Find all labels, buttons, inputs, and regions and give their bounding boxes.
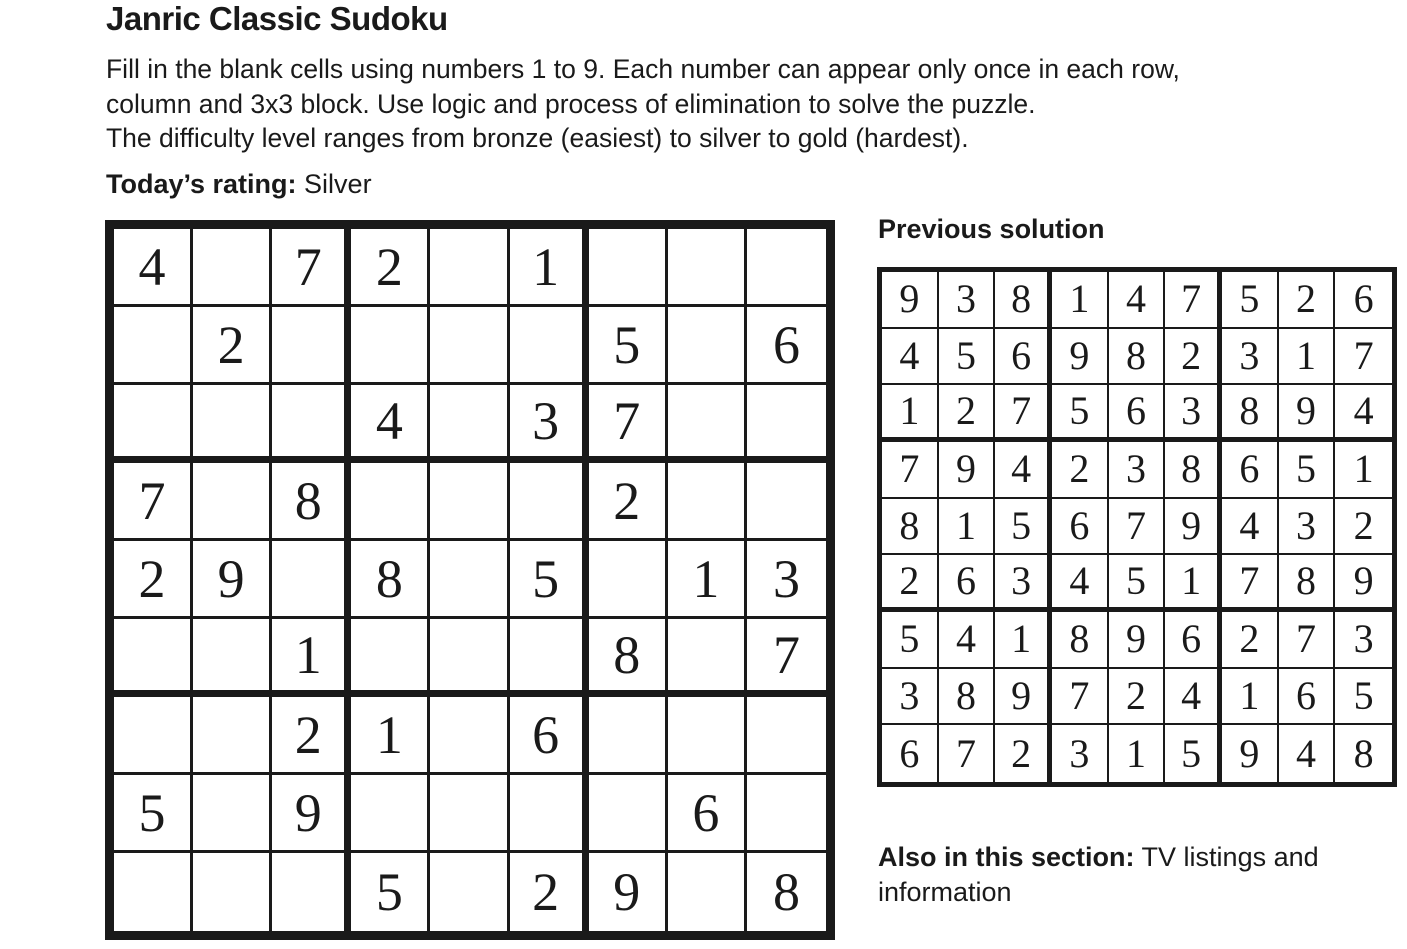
solution-cell: 9 bbox=[1335, 555, 1392, 612]
solution-cell: 2 bbox=[939, 385, 996, 442]
solution-cell: 9 bbox=[1222, 725, 1279, 782]
solution-cell: 2 bbox=[1109, 669, 1166, 726]
solution-cell: 8 bbox=[1165, 442, 1222, 499]
solution-cell: 3 bbox=[1165, 385, 1222, 442]
solution-cell: 9 bbox=[939, 442, 996, 499]
solution-cell: 7 bbox=[995, 385, 1052, 442]
sudoku-cell[interactable] bbox=[193, 463, 272, 541]
sudoku-cell[interactable]: 9 bbox=[193, 541, 272, 619]
solution-cell: 7 bbox=[1335, 329, 1392, 386]
sudoku-cell[interactable]: 2 bbox=[351, 229, 430, 307]
solution-cell: 4 bbox=[1109, 272, 1166, 329]
sudoku-cell[interactable] bbox=[430, 619, 509, 697]
sudoku-cell[interactable]: 1 bbox=[668, 541, 747, 619]
solution-cell: 7 bbox=[882, 442, 939, 499]
solution-cell: 5 bbox=[995, 499, 1052, 556]
solution-cell: 8 bbox=[1109, 329, 1166, 386]
previous-solution-grid bbox=[877, 267, 1397, 787]
sudoku-cell[interactable] bbox=[510, 307, 589, 385]
solution-cell: 5 bbox=[1335, 669, 1392, 726]
solution-cell: 5 bbox=[1279, 442, 1336, 499]
solution-cell: 3 bbox=[995, 555, 1052, 612]
rating-label: Today’s rating: bbox=[106, 169, 297, 199]
solution-cell: 1 bbox=[1165, 555, 1222, 612]
sudoku-cell[interactable] bbox=[193, 229, 272, 307]
solution-cell: 6 bbox=[1222, 442, 1279, 499]
solution-cell: 7 bbox=[1165, 272, 1222, 329]
sudoku-cell[interactable] bbox=[589, 775, 668, 853]
solution-cell: 2 bbox=[1279, 272, 1336, 329]
solution-cell: 2 bbox=[882, 555, 939, 612]
sudoku-cell[interactable]: 5 bbox=[351, 853, 430, 931]
sudoku-cell[interactable]: 1 bbox=[510, 229, 589, 307]
solution-cell: 7 bbox=[1052, 669, 1109, 726]
solution-cell: 4 bbox=[1165, 669, 1222, 726]
solution-cell: 8 bbox=[1052, 612, 1109, 669]
solution-cell: 2 bbox=[995, 725, 1052, 782]
solution-cell: 3 bbox=[939, 272, 996, 329]
sudoku-cell[interactable]: 7 bbox=[272, 229, 351, 307]
sudoku-cell[interactable]: 1 bbox=[351, 697, 430, 775]
sudoku-cell[interactable]: 7 bbox=[114, 463, 193, 541]
solution-cell: 4 bbox=[995, 442, 1052, 499]
sudoku-cell[interactable] bbox=[747, 697, 826, 775]
sudoku-cell[interactable] bbox=[668, 229, 747, 307]
solution-cell: 5 bbox=[1052, 385, 1109, 442]
instructions-line: The difficulty level ranges from bronze (easiest) to silver to gold (hardest). bbox=[106, 123, 969, 153]
sudoku-cell[interactable] bbox=[114, 619, 193, 697]
solution-cell: 1 bbox=[995, 612, 1052, 669]
sudoku-cell[interactable] bbox=[747, 775, 826, 853]
rating-value: Silver bbox=[304, 169, 372, 199]
sudoku-cell[interactable]: 6 bbox=[510, 697, 589, 775]
sudoku-cell[interactable] bbox=[430, 463, 509, 541]
solution-cell: 3 bbox=[1279, 499, 1336, 556]
sudoku-cell[interactable] bbox=[351, 775, 430, 853]
sudoku-puzzle-grid bbox=[105, 220, 835, 940]
solution-cell: 1 bbox=[1222, 669, 1279, 726]
sudoku-cell[interactable] bbox=[114, 697, 193, 775]
sudoku-cell[interactable]: 7 bbox=[747, 619, 826, 697]
previous-solution-title: Previous solution bbox=[878, 214, 1105, 244]
sudoku-cell[interactable] bbox=[193, 775, 272, 853]
sudoku-cell[interactable] bbox=[272, 853, 351, 931]
sudoku-cell[interactable] bbox=[272, 307, 351, 385]
sudoku-cell[interactable] bbox=[272, 385, 351, 463]
solution-cell: 4 bbox=[1222, 499, 1279, 556]
sudoku-cell[interactable] bbox=[351, 619, 430, 697]
solution-cell: 8 bbox=[882, 499, 939, 556]
solution-cell: 4 bbox=[939, 612, 996, 669]
sudoku-cell[interactable] bbox=[510, 619, 589, 697]
sudoku-cell[interactable]: 2 bbox=[193, 307, 272, 385]
sudoku-cell[interactable]: 5 bbox=[114, 775, 193, 853]
sudoku-cell[interactable] bbox=[510, 463, 589, 541]
also-value: TV listings and information bbox=[878, 842, 1319, 907]
solution-cell: 1 bbox=[939, 499, 996, 556]
sudoku-cell[interactable] bbox=[747, 385, 826, 463]
sudoku-cell[interactable] bbox=[668, 853, 747, 931]
solution-cell: 5 bbox=[1165, 725, 1222, 782]
sudoku-cell[interactable] bbox=[668, 307, 747, 385]
sudoku-cell[interactable]: 3 bbox=[510, 385, 589, 463]
solution-cell: 1 bbox=[882, 385, 939, 442]
solution-cell: 3 bbox=[1222, 329, 1279, 386]
sudoku-cell[interactable]: 8 bbox=[589, 619, 668, 697]
sudoku-cell[interactable] bbox=[430, 229, 509, 307]
instructions-line: Fill in the blank cells using numbers 1 to 9. Each number can appear only once in each row, bbox=[106, 54, 1180, 84]
solution-cell: 8 bbox=[995, 272, 1052, 329]
solution-cell: 6 bbox=[1052, 499, 1109, 556]
sudoku-cell[interactable] bbox=[193, 853, 272, 931]
sudoku-cell[interactable] bbox=[668, 463, 747, 541]
solution-cell: 7 bbox=[1109, 499, 1166, 556]
puzzle-title: Janric Classic Sudoku bbox=[106, 0, 448, 37]
solution-cell: 3 bbox=[882, 669, 939, 726]
solution-cell: 1 bbox=[1279, 329, 1336, 386]
solution-cell: 5 bbox=[1109, 555, 1166, 612]
sudoku-cell[interactable]: 6 bbox=[747, 307, 826, 385]
solution-cell: 7 bbox=[1279, 612, 1336, 669]
solution-cell: 6 bbox=[995, 329, 1052, 386]
sudoku-cell[interactable]: 5 bbox=[589, 307, 668, 385]
solution-cell: 7 bbox=[939, 725, 996, 782]
solution-cell: 7 bbox=[1222, 555, 1279, 612]
solution-cell: 5 bbox=[939, 329, 996, 386]
solution-cell: 3 bbox=[1052, 725, 1109, 782]
sudoku-cell[interactable] bbox=[589, 229, 668, 307]
solution-cell: 2 bbox=[1222, 612, 1279, 669]
solution-cell: 3 bbox=[1109, 442, 1166, 499]
solution-cell: 4 bbox=[1335, 385, 1392, 442]
sudoku-cell[interactable]: 8 bbox=[351, 541, 430, 619]
solution-cell: 9 bbox=[882, 272, 939, 329]
solution-cell: 8 bbox=[1222, 385, 1279, 442]
sudoku-cell[interactable]: 8 bbox=[272, 463, 351, 541]
solution-cell: 6 bbox=[1109, 385, 1166, 442]
sudoku-cell[interactable] bbox=[193, 697, 272, 775]
solution-cell: 9 bbox=[1165, 499, 1222, 556]
sudoku-cell[interactable] bbox=[193, 619, 272, 697]
sudoku-cell[interactable] bbox=[351, 307, 430, 385]
solution-cell: 9 bbox=[995, 669, 1052, 726]
solution-cell: 8 bbox=[1279, 555, 1336, 612]
sudoku-cell[interactable]: 5 bbox=[510, 541, 589, 619]
sudoku-cell[interactable]: 4 bbox=[114, 229, 193, 307]
solution-cell: 6 bbox=[1165, 612, 1222, 669]
sudoku-cell[interactable]: 1 bbox=[272, 619, 351, 697]
sudoku-cell[interactable] bbox=[114, 853, 193, 931]
sudoku-cell[interactable]: 4 bbox=[351, 385, 430, 463]
solution-cell: 3 bbox=[1335, 612, 1392, 669]
solution-cell: 2 bbox=[1052, 442, 1109, 499]
sudoku-cell[interactable] bbox=[510, 775, 589, 853]
solution-cell: 9 bbox=[1109, 612, 1166, 669]
sudoku-cell[interactable] bbox=[430, 853, 509, 931]
instructions-line: column and 3x3 block. Use logic and process of elimination to solve the puzzle. bbox=[106, 88, 1036, 119]
instructions bbox=[106, 52, 1180, 156]
sudoku-cell[interactable] bbox=[430, 775, 509, 853]
sudoku-cell[interactable] bbox=[430, 697, 509, 775]
solution-cell: 1 bbox=[1335, 442, 1392, 499]
solution-cell: 8 bbox=[1353, 730, 1374, 776]
sudoku-cell[interactable] bbox=[351, 463, 430, 541]
sudoku-cell[interactable]: 9 bbox=[589, 853, 668, 931]
sudoku-cell[interactable] bbox=[430, 385, 509, 463]
sudoku-cell[interactable]: 2 bbox=[589, 463, 668, 541]
sudoku-cell[interactable]: 7 bbox=[589, 385, 668, 463]
sudoku-cell[interactable] bbox=[747, 463, 826, 541]
solution-cell: 4 bbox=[1052, 555, 1109, 612]
sudoku-cell[interactable] bbox=[272, 541, 351, 619]
solution-cell: 1 bbox=[1109, 725, 1166, 782]
sudoku-cell[interactable] bbox=[668, 385, 747, 463]
solution-cell: 5 bbox=[1222, 272, 1279, 329]
also-in-section bbox=[878, 840, 1398, 910]
sudoku-cell[interactable] bbox=[193, 385, 272, 463]
sudoku-cell[interactable] bbox=[430, 541, 509, 619]
solution-cell: 9 bbox=[1052, 329, 1109, 386]
solution-cell: 5 bbox=[882, 612, 939, 669]
sudoku-cell[interactable]: 2 bbox=[272, 697, 351, 775]
solution-cell: 6 bbox=[1335, 272, 1392, 329]
solution-cell: 1 bbox=[1052, 272, 1109, 329]
sudoku-cell[interactable]: 8 bbox=[772, 862, 800, 922]
solution-cell: 2 bbox=[1165, 329, 1222, 386]
solution-cell: 2 bbox=[1335, 499, 1392, 556]
sudoku-cell[interactable] bbox=[114, 385, 193, 463]
solution-cell: 9 bbox=[1279, 385, 1336, 442]
rating-line bbox=[106, 169, 372, 200]
solution-cell: 4 bbox=[1279, 725, 1336, 782]
sudoku-cell[interactable] bbox=[747, 229, 826, 307]
sudoku-cell[interactable] bbox=[430, 307, 509, 385]
solution-cell: 6 bbox=[882, 725, 939, 782]
solution-cell: 6 bbox=[1279, 669, 1336, 726]
solution-cell: 4 bbox=[882, 329, 939, 386]
solution-cell: 6 bbox=[939, 555, 996, 612]
solution-cell: 8 bbox=[939, 669, 996, 726]
sudoku-cell[interactable] bbox=[668, 619, 747, 697]
sudoku-cell[interactable]: 2 bbox=[114, 541, 193, 619]
sudoku-cell[interactable]: 6 bbox=[668, 775, 747, 853]
sudoku-cell[interactable] bbox=[589, 697, 668, 775]
sudoku-cell[interactable]: 3 bbox=[747, 541, 826, 619]
sudoku-cell[interactable] bbox=[589, 541, 668, 619]
sudoku-cell[interactable] bbox=[114, 307, 193, 385]
sudoku-cell[interactable]: 2 bbox=[510, 853, 589, 931]
sudoku-cell[interactable]: 9 bbox=[272, 775, 351, 853]
sudoku-cell[interactable] bbox=[668, 697, 747, 775]
also-label: Also in this section: bbox=[878, 842, 1135, 872]
